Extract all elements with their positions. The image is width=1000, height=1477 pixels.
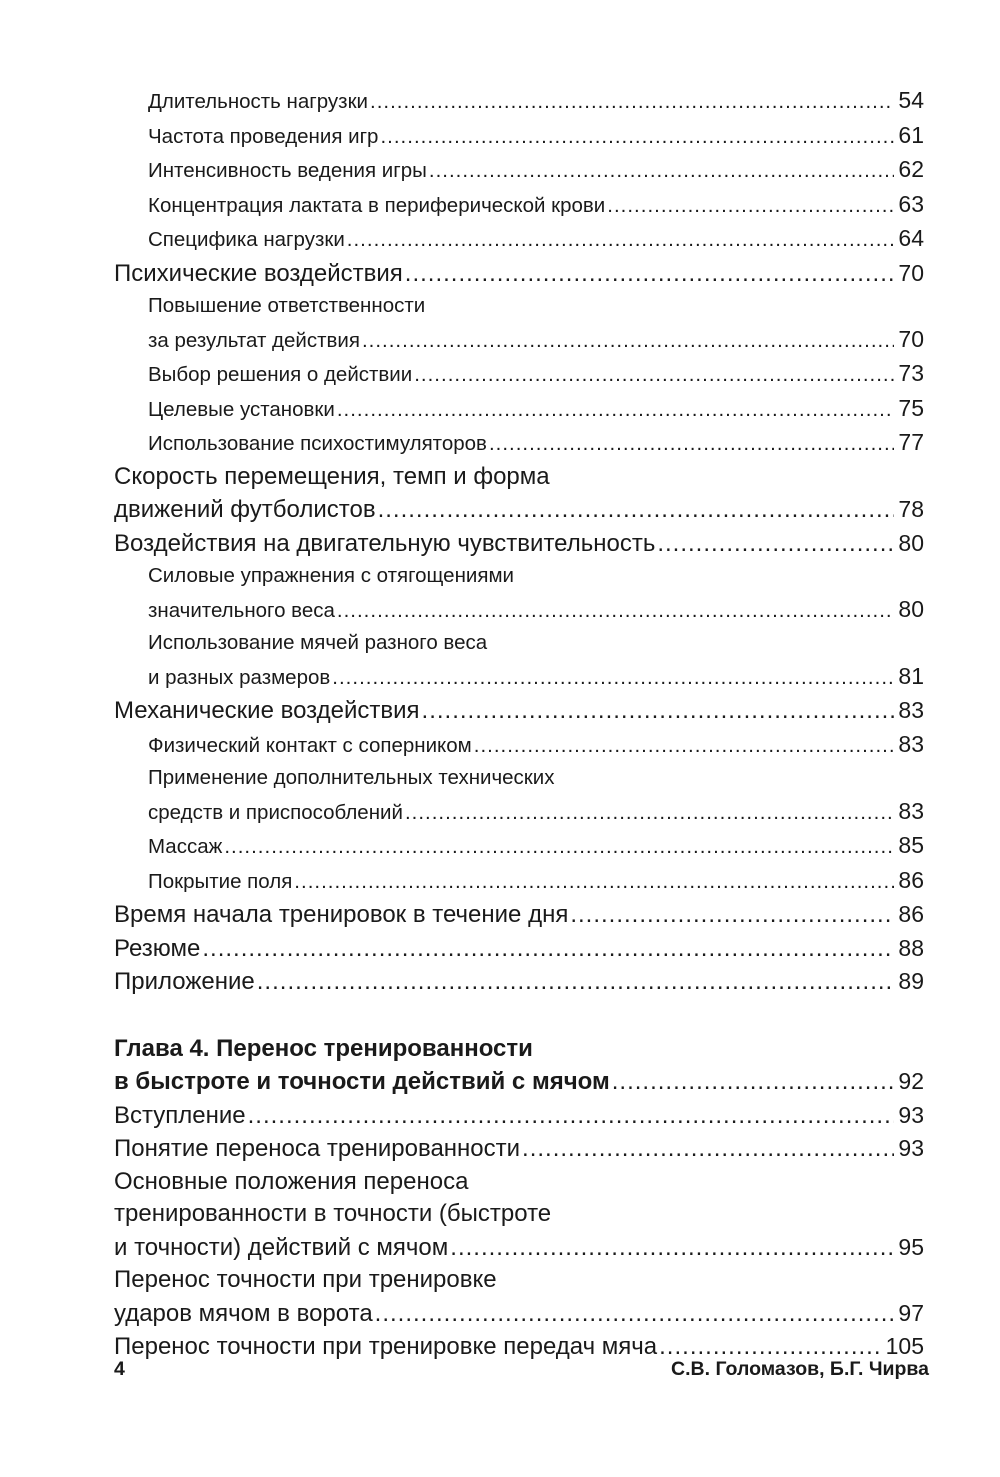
toc-subsection — [114, 84, 924, 119]
toc-line — [148, 290, 924, 323]
toc-entry-title: в быстроте и точности действий с мячом — [114, 1068, 610, 1095]
toc-entry-title: Частота проведения игр — [148, 124, 379, 148]
toc-entry-title: Перенос точности при тренировке — [114, 1266, 497, 1293]
toc-page-number: 61 — [898, 121, 924, 148]
toc-entry-title: Воздействия на двигательную чувствительность — [114, 529, 656, 557]
toc-subsection — [114, 728, 924, 763]
toc-section — [114, 932, 924, 966]
toc-line — [114, 1166, 924, 1199]
toc-entry-title: за результат действия — [148, 328, 360, 352]
toc-entry-title: Выбор решения о действии — [148, 363, 413, 386]
toc-page-number: 83 — [898, 797, 924, 824]
toc-entry-title: Интенсивность ведения игры — [148, 159, 427, 182]
toc-page-number: 78 — [898, 496, 924, 522]
toc-page-number: 70 — [898, 259, 924, 286]
toc-line — [148, 153, 924, 188]
toc-subsection — [114, 188, 924, 223]
toc-entry-title: тренированности в точности (быстроте — [114, 1200, 552, 1227]
dot-leader — [375, 1298, 895, 1331]
toc-subsection — [114, 762, 924, 829]
page-number: 4 — [114, 1358, 125, 1380]
dot-leader — [380, 121, 894, 154]
toc-entry-title: и разных размеров — [148, 665, 331, 689]
dot-leader — [362, 325, 894, 358]
toc-line — [148, 222, 924, 257]
toc-line — [114, 694, 924, 728]
toc-line — [148, 426, 924, 461]
toc-subsection — [114, 426, 924, 461]
chapter-heading — [114, 1033, 924, 1099]
toc-page-number: 86 — [898, 901, 924, 927]
toc-line — [114, 1099, 924, 1133]
dot-leader — [450, 1232, 894, 1265]
toc-page-number: 92 — [898, 1068, 924, 1094]
toc-line — [114, 1065, 924, 1099]
dot-leader — [405, 797, 894, 830]
dot-leader — [489, 428, 894, 461]
toc-entry-title: движений футболистов — [114, 496, 376, 523]
dot-leader — [257, 966, 895, 999]
toc-section — [114, 1264, 924, 1330]
toc-line — [114, 932, 924, 966]
toc-section — [114, 694, 924, 728]
toc-line — [114, 1033, 924, 1066]
toc-entry-title: Скорость перемещения, темп и форма — [114, 462, 550, 490]
toc-line — [148, 84, 924, 119]
toc-line — [148, 762, 924, 795]
toc-subsection — [114, 153, 924, 188]
toc-section — [114, 257, 924, 291]
toc-page-number: 88 — [898, 934, 924, 961]
toc-page-number: 81 — [898, 662, 924, 689]
toc-entry-title: Время начала тренировок в течение дня — [114, 901, 569, 928]
toc-line — [148, 795, 924, 830]
toc-page-number: 85 — [898, 832, 924, 858]
toc-line — [114, 461, 924, 494]
toc-line — [114, 493, 924, 527]
toc-page-number: 77 — [898, 429, 924, 455]
dot-leader — [248, 1100, 895, 1133]
toc-page-number: 89 — [898, 968, 924, 994]
dot-leader — [224, 831, 894, 864]
toc-entry-title: Покрытие поля — [148, 869, 293, 893]
toc-line — [114, 527, 924, 561]
toc-page-number: 80 — [898, 595, 924, 622]
toc-page-number: 95 — [898, 1233, 924, 1260]
dot-leader — [347, 224, 895, 257]
toc-entry-title: Силовые упражнения с отягощениями — [148, 564, 514, 587]
toc-section — [114, 898, 924, 932]
toc-entry-title: Массаж — [148, 835, 223, 858]
toc-entry-title: Механические воздействия — [114, 697, 420, 724]
toc-page-number: 86 — [898, 866, 924, 893]
toc-page-number: 93 — [898, 1101, 924, 1128]
toc-line — [114, 965, 924, 999]
toc-page-number: 64 — [898, 225, 924, 251]
toc-entry-title: Перенос точности при тренировке передач мяча — [114, 1333, 658, 1360]
toc-line — [114, 1264, 924, 1297]
toc-line — [114, 1297, 924, 1331]
dot-leader — [657, 528, 894, 561]
dot-leader — [332, 662, 894, 695]
dot-leader — [370, 86, 894, 119]
toc-page-number: 83 — [898, 730, 924, 757]
toc-entry-title: Приложение — [114, 968, 255, 995]
toc-line — [148, 188, 924, 223]
toc-entry-title: ударов мячом в ворота — [114, 1299, 373, 1327]
dot-leader — [294, 866, 894, 899]
toc-entry-title: Специфика нагрузки — [148, 228, 345, 251]
dot-leader — [378, 494, 895, 527]
toc-entry-title: Целевые установки — [148, 397, 335, 421]
dot-leader — [612, 1066, 895, 1099]
toc-page-number: 75 — [898, 394, 924, 421]
table-of-contents — [114, 84, 924, 1364]
toc-line — [114, 257, 924, 291]
dot-leader — [607, 190, 894, 223]
toc-section — [114, 965, 924, 999]
toc-line — [148, 864, 924, 899]
toc-entry-title: Основные положения переноса — [114, 1167, 469, 1195]
toc-entry-title: Применение дополнительных технических — [148, 766, 555, 789]
toc-line — [148, 323, 924, 358]
toc-page-number: 105 — [885, 1333, 924, 1359]
toc-section — [114, 1132, 924, 1166]
toc-page-number: 63 — [898, 190, 924, 217]
toc-entry-title: и точности) действий с мячом — [114, 1233, 449, 1261]
toc-subsection — [114, 627, 924, 694]
dot-leader — [337, 394, 895, 427]
toc-page-number: 83 — [898, 697, 924, 723]
toc-entry-title: Физический контакт с соперником — [148, 733, 472, 757]
toc-page-number: 97 — [898, 1299, 924, 1326]
toc-entry-title: Длительность нагрузки — [148, 90, 368, 113]
dot-leader — [337, 595, 895, 628]
toc-subsection — [114, 864, 924, 899]
dot-leader — [414, 359, 894, 392]
toc-line — [114, 1198, 924, 1231]
toc-page-number: 93 — [898, 1135, 924, 1161]
toc-page-number: 80 — [898, 529, 924, 556]
toc-subsection — [114, 222, 924, 257]
dot-leader — [474, 730, 895, 763]
dot-leader — [429, 155, 895, 188]
toc-subsection — [114, 392, 924, 427]
toc-section — [114, 527, 924, 561]
toc-subsection — [114, 290, 924, 357]
toc-line — [148, 560, 924, 593]
toc-entry-title: Повышение ответственности — [148, 294, 426, 317]
toc-entry-title: Использование мячей разного веса — [148, 631, 488, 654]
toc-entry-title: Вступление — [114, 1101, 246, 1129]
toc-section — [114, 1099, 924, 1133]
toc-page-number: 70 — [898, 325, 924, 352]
toc-page-number: 62 — [898, 156, 924, 182]
toc-page-number: 73 — [898, 360, 924, 386]
toc-subsection — [114, 829, 924, 864]
toc-section — [114, 461, 924, 527]
toc-line — [148, 829, 924, 864]
dot-leader — [522, 1133, 894, 1166]
authors: С.В. Голомазов, Б.Г. Чирва — [671, 1358, 929, 1380]
toc-subsection — [114, 119, 924, 154]
toc-entry-title: Психические воздействия — [114, 259, 403, 287]
dot-leader — [405, 258, 895, 291]
toc-entry-title: Концентрация лактата в периферической крови — [148, 193, 606, 217]
toc-line — [148, 119, 924, 154]
toc-entry-title: средств и приспособлений — [148, 800, 403, 824]
toc-line — [148, 627, 924, 660]
toc-page-number: 54 — [898, 87, 924, 113]
toc-line — [148, 728, 924, 763]
dot-leader — [422, 695, 895, 728]
toc-line — [148, 392, 924, 427]
toc-line — [114, 1231, 924, 1265]
toc-line — [148, 660, 924, 695]
toc-subsection — [114, 560, 924, 627]
toc-entry-title: Понятие переноса тренированности — [114, 1135, 521, 1162]
toc-entry-title: Использование психостимуляторов — [148, 432, 487, 455]
toc-entry-title: Глава 4. Перенос тренированности — [114, 1034, 533, 1062]
toc-entry-title: значительного веса — [148, 598, 335, 622]
page-footer — [114, 1358, 929, 1381]
dot-leader — [570, 899, 894, 932]
dot-leader — [202, 933, 894, 966]
toc-section — [114, 1166, 924, 1265]
toc-line — [148, 357, 924, 392]
toc-line — [148, 593, 924, 628]
toc-line — [114, 898, 924, 932]
toc-entry-title: Резюме — [114, 934, 201, 962]
toc-line — [114, 1132, 924, 1166]
toc-subsection — [114, 357, 924, 392]
